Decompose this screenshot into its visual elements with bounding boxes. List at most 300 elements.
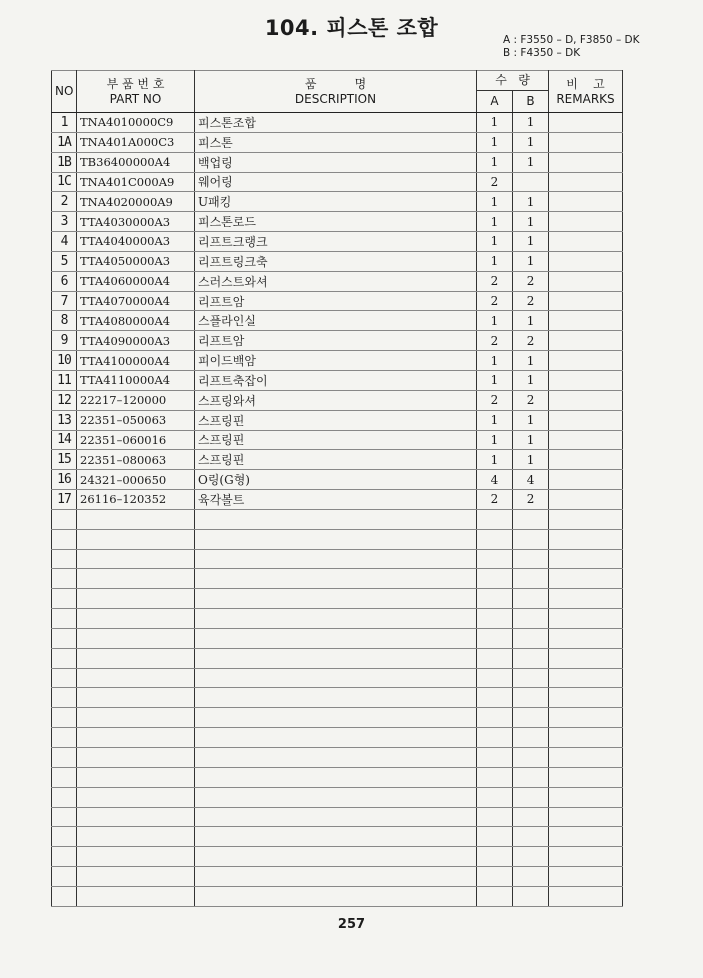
cell-no: 1 <box>52 113 77 133</box>
header-remarks-kr: 비 고 <box>566 76 605 91</box>
cell-qty-a: 1 <box>477 450 513 470</box>
cell-description <box>195 807 477 827</box>
cell-part-no: TTA4090000A3 <box>77 331 195 351</box>
cell-no <box>52 748 77 768</box>
cell-no: 6 <box>52 271 77 291</box>
cell-part-no: TTA4080000A4 <box>77 311 195 331</box>
cell-qty-b <box>513 807 549 827</box>
cell-qty-b: 2 <box>513 291 549 311</box>
table-row <box>52 291 623 311</box>
cell-remarks <box>549 569 623 589</box>
cell-description <box>195 529 477 549</box>
cell-part-no: TTA4070000A4 <box>77 291 195 311</box>
empty-row <box>52 688 623 708</box>
cell-remarks <box>549 152 623 172</box>
table-row <box>52 132 623 152</box>
cell-qty-b: 1 <box>513 450 549 470</box>
header-remarks <box>549 71 623 113</box>
cell-remarks <box>549 370 623 390</box>
cell-qty-a: 4 <box>477 470 513 490</box>
cell-remarks <box>549 212 623 232</box>
header-desc-kr: 품 명 <box>304 76 367 91</box>
cell-remarks <box>549 609 623 629</box>
cell-qty-a <box>477 648 513 668</box>
cell-part-no <box>77 688 195 708</box>
cell-no: 1B <box>52 152 77 172</box>
cell-part-no <box>77 628 195 648</box>
cell-part-no: TNA401C000A9 <box>77 172 195 192</box>
cell-part-no <box>77 668 195 688</box>
cell-qty-a <box>477 509 513 529</box>
cell-qty-b <box>513 767 549 787</box>
cell-part-no <box>77 886 195 906</box>
cell-part-no <box>77 847 195 867</box>
cell-qty-b <box>513 847 549 867</box>
cell-qty-a: 1 <box>477 311 513 331</box>
cell-description: 웨어링 <box>195 172 477 192</box>
cell-qty-a: 1 <box>477 370 513 390</box>
table-row <box>52 490 623 510</box>
cell-no: 14 <box>52 430 77 450</box>
cell-qty-a <box>477 529 513 549</box>
cell-no <box>52 787 77 807</box>
empty-row <box>52 569 623 589</box>
table-row <box>52 271 623 291</box>
cell-description <box>195 827 477 847</box>
cell-qty-a: 1 <box>477 192 513 212</box>
cell-part-no: TTA4060000A4 <box>77 271 195 291</box>
empty-row <box>52 509 623 529</box>
cell-part-no: 24321–000650 <box>77 470 195 490</box>
table-row <box>52 430 623 450</box>
cell-part-no <box>77 767 195 787</box>
cell-qty-b: 1 <box>513 192 549 212</box>
cell-no <box>52 609 77 629</box>
cell-part-no <box>77 648 195 668</box>
table-row <box>52 212 623 232</box>
empty-row <box>52 867 623 887</box>
empty-row <box>52 708 623 728</box>
cell-no <box>52 867 77 887</box>
cell-part-no: TNA401A000C3 <box>77 132 195 152</box>
cell-qty-a <box>477 787 513 807</box>
cell-remarks <box>549 648 623 668</box>
cell-description <box>195 787 477 807</box>
header-qty-a: A <box>477 91 513 113</box>
cell-no: 13 <box>52 410 77 430</box>
cell-no <box>52 827 77 847</box>
cell-description: 스프링와셔 <box>195 390 477 410</box>
cell-part-no <box>77 549 195 569</box>
cell-qty-b: 2 <box>513 331 549 351</box>
cell-qty-a <box>477 827 513 847</box>
cell-no <box>52 728 77 748</box>
cell-remarks <box>549 291 623 311</box>
model-a-label: A : F3550 – D, F3850 – DK <box>503 34 640 46</box>
cell-no: 8 <box>52 311 77 331</box>
cell-qty-b: 2 <box>513 390 549 410</box>
cell-no: 12 <box>52 390 77 410</box>
cell-qty-b <box>513 867 549 887</box>
cell-no: 17 <box>52 490 77 510</box>
cell-qty-b: 1 <box>513 351 549 371</box>
cell-qty-a <box>477 609 513 629</box>
cell-part-no: 22217–120000 <box>77 390 195 410</box>
cell-qty-a <box>477 628 513 648</box>
cell-description: 스프링핀 <box>195 410 477 430</box>
cell-qty-a: 1 <box>477 232 513 252</box>
cell-description: 육각볼트 <box>195 490 477 510</box>
cell-remarks <box>549 688 623 708</box>
cell-description: 피스톤조합 <box>195 113 477 133</box>
cell-qty-a: 1 <box>477 132 513 152</box>
cell-description: 스프링핀 <box>195 430 477 450</box>
cell-description: 스프링핀 <box>195 450 477 470</box>
cell-qty-b: 1 <box>513 232 549 252</box>
cell-remarks <box>549 807 623 827</box>
cell-description: 피스톤로드 <box>195 212 477 232</box>
cell-no: 5 <box>52 251 77 271</box>
cell-qty-b <box>513 609 549 629</box>
cell-description: 리프트링크축 <box>195 251 477 271</box>
cell-no <box>52 549 77 569</box>
page-number: 257 <box>337 917 366 932</box>
cell-remarks <box>549 113 623 133</box>
cell-qty-a <box>477 886 513 906</box>
cell-remarks <box>549 430 623 450</box>
cell-part-no: TNA4010000C9 <box>77 113 195 133</box>
cell-qty-b <box>513 529 549 549</box>
cell-no <box>52 668 77 688</box>
table-row <box>52 192 623 212</box>
cell-description: 리프트암 <box>195 291 477 311</box>
cell-qty-a <box>477 549 513 569</box>
cell-qty-a: 1 <box>477 410 513 430</box>
cell-qty-b <box>513 688 549 708</box>
cell-description: 피이드백암 <box>195 351 477 371</box>
cell-qty-b: 1 <box>513 370 549 390</box>
header-part-kr: 부 품 번 호 <box>106 76 165 91</box>
cell-qty-b <box>513 549 549 569</box>
header-part-en: PART NO <box>109 91 162 106</box>
cell-remarks <box>549 251 623 271</box>
cell-remarks <box>549 192 623 212</box>
cell-qty-a: 1 <box>477 113 513 133</box>
empty-row <box>52 609 623 629</box>
cell-qty-a: 2 <box>477 390 513 410</box>
cell-remarks <box>549 529 623 549</box>
cell-no <box>52 589 77 609</box>
cell-part-no: TNA4020000A9 <box>77 192 195 212</box>
empty-row <box>52 628 623 648</box>
cell-part-no: TTA4050000A3 <box>77 251 195 271</box>
table-row <box>52 390 623 410</box>
cell-remarks <box>549 668 623 688</box>
cell-qty-b <box>513 886 549 906</box>
cell-remarks <box>549 748 623 768</box>
cell-no <box>52 688 77 708</box>
cell-part-no: TTA4030000A3 <box>77 212 195 232</box>
cell-qty-b: 1 <box>513 152 549 172</box>
cell-part-no: 22351–060016 <box>77 430 195 450</box>
cell-description <box>195 728 477 748</box>
cell-qty-b <box>513 668 549 688</box>
empty-row <box>52 886 623 906</box>
model-b-label: B : F4350 – DK <box>503 47 581 59</box>
cell-qty-a: 1 <box>477 351 513 371</box>
cell-part-no <box>77 589 195 609</box>
page-title: 104. 피스톤 조합 <box>264 16 439 40</box>
cell-description <box>195 668 477 688</box>
table-row <box>52 470 623 490</box>
cell-part-no <box>77 807 195 827</box>
cell-part-no <box>77 827 195 847</box>
cell-qty-a: 1 <box>477 251 513 271</box>
cell-qty-b: 2 <box>513 271 549 291</box>
cell-no <box>52 807 77 827</box>
cell-no <box>52 569 77 589</box>
table-row <box>52 450 623 470</box>
cell-description: U패킹 <box>195 192 477 212</box>
cell-part-no <box>77 748 195 768</box>
cell-qty-a: 2 <box>477 291 513 311</box>
table-row <box>52 331 623 351</box>
cell-remarks <box>549 549 623 569</box>
cell-qty-a: 2 <box>477 490 513 510</box>
cell-qty-a <box>477 589 513 609</box>
parts-table <box>51 70 623 907</box>
model-legend <box>503 34 640 60</box>
cell-description <box>195 708 477 728</box>
cell-qty-a <box>477 767 513 787</box>
cell-description <box>195 648 477 668</box>
cell-remarks <box>549 351 623 371</box>
cell-description <box>195 767 477 787</box>
cell-description <box>195 569 477 589</box>
cell-part-no: 22351–080063 <box>77 450 195 470</box>
cell-part-no <box>77 609 195 629</box>
cell-part-no <box>77 867 195 887</box>
cell-remarks <box>549 232 623 252</box>
cell-remarks <box>549 628 623 648</box>
cell-remarks <box>549 728 623 748</box>
cell-qty-b <box>513 728 549 748</box>
cell-description: 리프트크랭크 <box>195 232 477 252</box>
cell-remarks <box>549 390 623 410</box>
cell-description <box>195 847 477 867</box>
empty-row <box>52 549 623 569</box>
cell-qty-a <box>477 847 513 867</box>
table-row <box>52 410 623 430</box>
cell-qty-a <box>477 708 513 728</box>
cell-remarks <box>549 450 623 470</box>
empty-row <box>52 787 623 807</box>
cell-description <box>195 886 477 906</box>
cell-remarks <box>549 490 623 510</box>
cell-description: 리프트축잡이 <box>195 370 477 390</box>
cell-qty-a <box>477 867 513 887</box>
cell-part-no: TB36400000A4 <box>77 152 195 172</box>
cell-description <box>195 589 477 609</box>
cell-remarks <box>549 589 623 609</box>
cell-qty-b <box>513 569 549 589</box>
cell-no: 9 <box>52 331 77 351</box>
table-row <box>52 113 623 133</box>
cell-qty-b: 1 <box>513 430 549 450</box>
cell-remarks <box>549 509 623 529</box>
cell-no <box>52 529 77 549</box>
cell-remarks <box>549 331 623 351</box>
header-qty: 수 량 <box>477 71 549 91</box>
cell-description <box>195 549 477 569</box>
cell-part-no: TTA4110000A4 <box>77 370 195 390</box>
empty-row <box>52 648 623 668</box>
cell-qty-a: 1 <box>477 152 513 172</box>
empty-row <box>52 807 623 827</box>
cell-no <box>52 628 77 648</box>
cell-remarks <box>549 132 623 152</box>
cell-qty-a: 2 <box>477 271 513 291</box>
cell-no: 15 <box>52 450 77 470</box>
cell-qty-b <box>513 172 549 192</box>
empty-row <box>52 748 623 768</box>
cell-remarks <box>549 847 623 867</box>
cell-no: 7 <box>52 291 77 311</box>
table-row <box>52 232 623 252</box>
cell-no: 11 <box>52 370 77 390</box>
table-row <box>52 351 623 371</box>
cell-qty-b: 1 <box>513 251 549 271</box>
cell-description <box>195 867 477 887</box>
cell-qty-a: 2 <box>477 331 513 351</box>
cell-no <box>52 886 77 906</box>
cell-qty-a <box>477 748 513 768</box>
header-description <box>195 71 477 113</box>
table-row <box>52 311 623 331</box>
cell-part-no <box>77 787 195 807</box>
empty-row <box>52 767 623 787</box>
cell-qty-a <box>477 807 513 827</box>
cell-qty-b: 2 <box>513 490 549 510</box>
cell-qty-b <box>513 748 549 768</box>
cell-description: 백업링 <box>195 152 477 172</box>
cell-no <box>52 847 77 867</box>
cell-qty-b <box>513 628 549 648</box>
empty-row <box>52 847 623 867</box>
empty-row <box>52 529 623 549</box>
cell-description <box>195 628 477 648</box>
cell-remarks <box>549 470 623 490</box>
cell-no: 2 <box>52 192 77 212</box>
cell-remarks <box>549 311 623 331</box>
cell-description: 스플라인실 <box>195 311 477 331</box>
cell-no: 1C <box>52 172 77 192</box>
cell-description <box>195 748 477 768</box>
cell-part-no: 26116–120352 <box>77 490 195 510</box>
cell-no: 3 <box>52 212 77 232</box>
cell-qty-a: 2 <box>477 172 513 192</box>
empty-row <box>52 827 623 847</box>
cell-no: 1A <box>52 132 77 152</box>
cell-qty-b <box>513 787 549 807</box>
cell-qty-a <box>477 569 513 589</box>
cell-qty-b: 1 <box>513 410 549 430</box>
cell-qty-b <box>513 589 549 609</box>
cell-description: 스러스트와셔 <box>195 271 477 291</box>
table-row <box>52 251 623 271</box>
cell-no: 4 <box>52 232 77 252</box>
cell-remarks <box>549 787 623 807</box>
cell-qty-b: 1 <box>513 311 549 331</box>
cell-description <box>195 688 477 708</box>
cell-no: 16 <box>52 470 77 490</box>
cell-remarks <box>549 827 623 847</box>
cell-part-no: TTA4040000A3 <box>77 232 195 252</box>
cell-qty-b: 1 <box>513 212 549 232</box>
cell-remarks <box>549 271 623 291</box>
table-row <box>52 152 623 172</box>
cell-remarks <box>549 172 623 192</box>
cell-qty-b: 1 <box>513 113 549 133</box>
header-no: NO <box>52 71 77 113</box>
parts-table-body <box>52 113 623 907</box>
header-remarks-en: REMARKS <box>556 91 615 106</box>
cell-qty-b <box>513 648 549 668</box>
cell-part-no <box>77 708 195 728</box>
cell-remarks <box>549 867 623 887</box>
cell-qty-a <box>477 688 513 708</box>
cell-qty-b <box>513 708 549 728</box>
cell-no <box>52 767 77 787</box>
cell-description: O링(G형) <box>195 470 477 490</box>
cell-description <box>195 509 477 529</box>
cell-remarks <box>549 886 623 906</box>
cell-part-no: TTA4100000A4 <box>77 351 195 371</box>
cell-part-no <box>77 509 195 529</box>
cell-part-no <box>77 529 195 549</box>
header-desc-en: DESCRIPTION <box>294 91 377 106</box>
table-row <box>52 172 623 192</box>
cell-description: 피스톤 <box>195 132 477 152</box>
cell-qty-a <box>477 728 513 748</box>
cell-qty-a: 1 <box>477 430 513 450</box>
cell-no <box>52 708 77 728</box>
cell-remarks <box>549 708 623 728</box>
cell-no <box>52 509 77 529</box>
cell-no: 10 <box>52 351 77 371</box>
empty-row <box>52 728 623 748</box>
cell-qty-b: 1 <box>513 132 549 152</box>
cell-qty-b <box>513 827 549 847</box>
empty-row <box>52 668 623 688</box>
cell-no <box>52 648 77 668</box>
header-qty-b: B <box>513 91 549 113</box>
cell-qty-a: 1 <box>477 212 513 232</box>
cell-description: 리프트암 <box>195 331 477 351</box>
header-part-no <box>77 71 195 113</box>
empty-row <box>52 589 623 609</box>
cell-qty-a <box>477 668 513 688</box>
cell-part-no <box>77 728 195 748</box>
cell-part-no <box>77 569 195 589</box>
cell-qty-b <box>513 509 549 529</box>
cell-remarks <box>549 410 623 430</box>
cell-remarks <box>549 767 623 787</box>
cell-qty-b: 4 <box>513 470 549 490</box>
cell-description <box>195 609 477 629</box>
cell-part-no: 22351–050063 <box>77 410 195 430</box>
table-row <box>52 370 623 390</box>
